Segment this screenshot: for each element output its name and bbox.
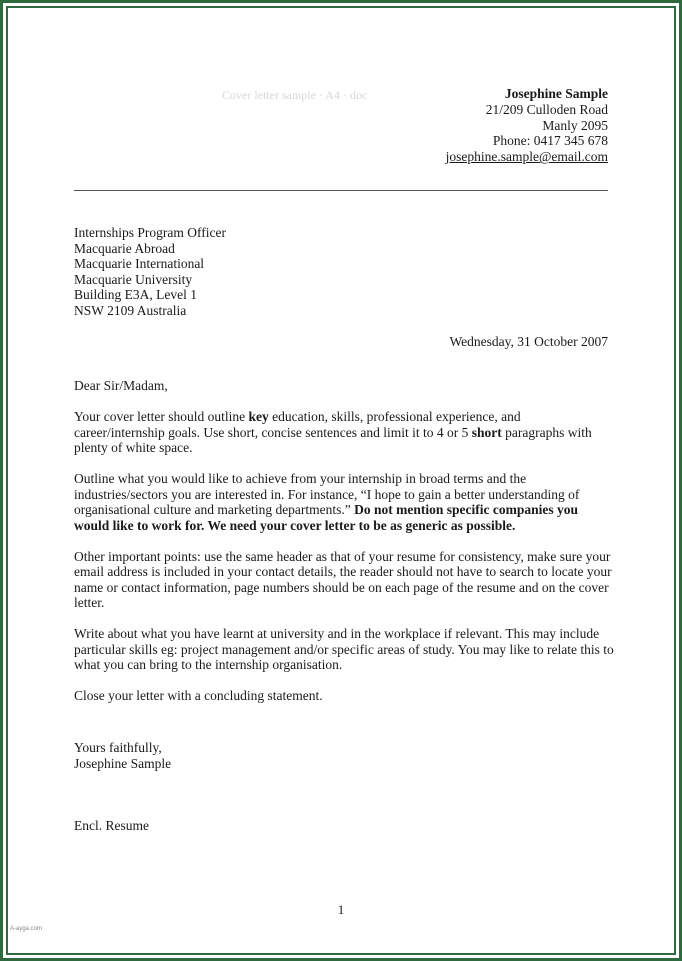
sender-phone: Phone: 0417 345 678 [492, 133, 608, 149]
bold-text: key [248, 409, 269, 424]
paragraph-text: Your cover letter should outline [74, 409, 249, 424]
sender-email-link[interactable]: josephine.sample@email.com [445, 149, 608, 165]
recipient-line: NSW 2109 Australia [74, 302, 187, 318]
header-divider [74, 190, 608, 191]
recipient-line: Macquarie International [74, 256, 205, 272]
recipient-block [74, 225, 226, 319]
bold-text: Do not mention specific companies you would like to work for. We need your cover letter to be as generic as possible. [74, 502, 579, 533]
enclosure-note: Encl. Resume [74, 818, 149, 833]
faded-watermark: Cover letter sample · A4 · doc [222, 88, 368, 102]
closing-block [74, 740, 171, 771]
paragraph-text: paragraphs with plenty of white space. [74, 424, 592, 455]
letter-body [74, 378, 614, 719]
recipient-line: Macquarie University [74, 271, 193, 287]
page-number: 1 [337, 902, 345, 917]
salutation: Dear Sir/Madam, [74, 378, 168, 393]
recipient-line: Internships Program Officer [74, 225, 226, 240]
sender-block [446, 86, 608, 165]
recipient-line: Building E3A, Level 1 [74, 287, 197, 303]
paragraph-2 [74, 471, 614, 533]
signature-name: Josephine Sample [74, 755, 172, 771]
source-credit: A-ayga.com [10, 926, 43, 932]
letter-date: Wednesday, 31 October 2007 [449, 334, 608, 349]
bold-text: short [471, 424, 502, 440]
paragraph-text: Outline what you would like to achieve from your internship in broad terms and the industries/sectors you are interested in. For instance, “I hope to gain a better understanding of organisational culture and marketing departments.” [74, 471, 580, 517]
paragraph-5: Close your letter with a concluding statement. [74, 688, 323, 703]
sender-name: Josephine Sample [504, 86, 608, 101]
paragraph-4: Write about what you have learnt at university and in the workplace if relevant. This may include particular skills eg: project management and/or specific areas of study. You may like to relate this to what you can bring to the internship organisation. [74, 626, 614, 672]
sign-off: Yours faithfully, [74, 740, 162, 755]
paragraph-text: education, skills, professional experience, and career/internship goals. Use short, concise sentences and limit it to 4 or 5 [74, 409, 521, 440]
sender-address-line: Manly 2095 [542, 117, 608, 133]
paragraph-1 [74, 409, 614, 456]
recipient-line: Macquarie Abroad [74, 240, 175, 256]
paragraph-3: Other important points: use the same header as that of your resume for consistency, make sure your email address is included in your contact details, the reader should not have to search to locate your name or contact information, page numbers should be on each page of the resume and on the cover letter. [74, 548, 612, 610]
sender-address-line: 21/209 Culloden Road [485, 101, 608, 117]
